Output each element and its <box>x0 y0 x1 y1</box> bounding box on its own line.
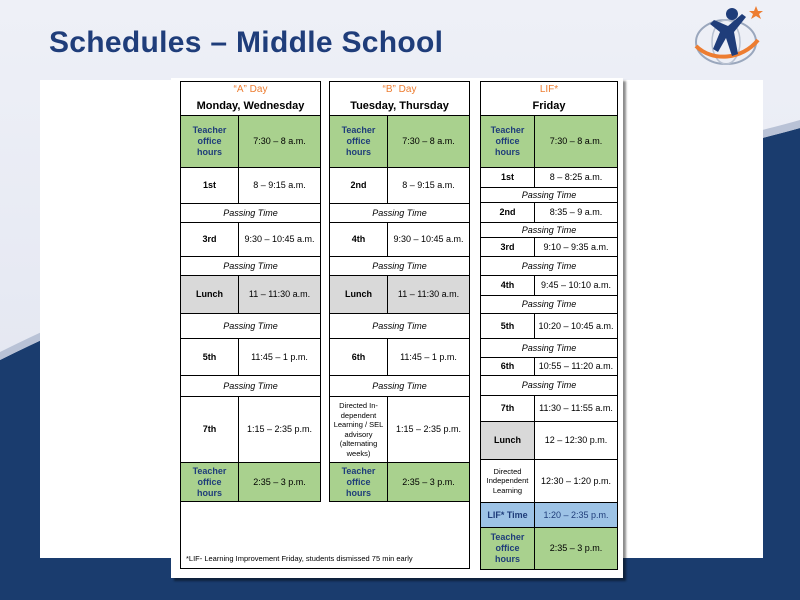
footnote-box <box>180 502 470 569</box>
lif-passing-time: Passing Time <box>481 257 617 276</box>
lif-passing-time: Passing Time <box>481 296 617 314</box>
a-office-hours-label: Teacher office hours <box>181 463 239 501</box>
lif-period-time: 9:10 – 9:35 a.m. <box>535 238 617 257</box>
a-passing-time: Passing Time <box>181 376 320 397</box>
lif-passing-time: Passing Time <box>481 223 617 238</box>
a-day-label: “A” Day <box>233 84 268 95</box>
a-passing-time: Passing Time <box>181 204 320 223</box>
lif-footnote: *LIF- Learning Improvement Friday, students dismissed 75 min early <box>186 554 413 563</box>
a-passing-time: Passing Time <box>181 314 320 339</box>
lif-period-time: 11:30 – 11:55 a.m. <box>535 396 617 422</box>
b-passing-time: Passing Time <box>330 257 469 276</box>
b-period-label: 2nd <box>330 168 388 204</box>
b-period-time: 9:30 – 10:45 a.m. <box>388 223 469 257</box>
a-period-time: 9:30 – 10:45 a.m. <box>239 223 320 257</box>
lif-time-time: 1:20 – 2:35 p.m. <box>535 503 617 528</box>
b-office-hours-label: Teacher office hours <box>330 116 388 168</box>
a-passing-time: Passing Time <box>181 257 320 276</box>
b-day-days: Tuesday, Thursday <box>330 97 469 116</box>
a-period-label: 5th <box>181 339 239 376</box>
lif-period-time: 8 – 8:25 a.m. <box>535 168 617 188</box>
schedule-sheet <box>171 78 623 578</box>
lif-period-label: 1st <box>481 168 535 188</box>
lif-period-label: 3rd <box>481 238 535 257</box>
b-lunch-label: Lunch <box>330 276 388 314</box>
b-passing-time: Passing Time <box>330 314 469 339</box>
a-period-time: 8 – 9:15 a.m. <box>239 168 320 204</box>
b-day-column <box>329 81 470 502</box>
lif-passing-time: Passing Time <box>481 376 617 396</box>
b-office-hours-time: 2:35 – 3 p.m. <box>388 463 469 501</box>
a-office-hours-time: 2:35 – 3 p.m. <box>239 463 320 501</box>
a-period-time: 11:45 – 1 p.m. <box>239 339 320 376</box>
lif-period-label: 2nd <box>481 203 535 223</box>
person-with-star-globe-icon <box>688 2 768 74</box>
lif-period-label: 5th <box>481 314 535 339</box>
lif-period-time: 10:20 – 10:45 a.m. <box>535 314 617 339</box>
lif-lunch-time: 12 – 12:30 p.m. <box>535 422 617 460</box>
b-period-time: 1:15 – 2:35 p.m. <box>388 397 469 463</box>
lif-office-hours-time: 7:30 – 8 a.m. <box>535 116 617 168</box>
lif-office-hours-time: 2:35 – 3 p.m. <box>535 528 617 569</box>
b-day-label: “B” Day <box>382 84 417 95</box>
lif-period-time: 9:45 – 10:10 a.m. <box>535 276 617 296</box>
a-lunch-time: 11 – 11:30 a.m. <box>239 276 320 314</box>
b-directed-learning-label: Directed In-dependent Learning / SEL advisory (alternating weeks) <box>330 397 388 463</box>
b-period-time: 11:45 – 1 p.m. <box>388 339 469 376</box>
lif-office-hours-label: Teacher office hours <box>481 528 535 569</box>
lif-directed-learning-label: Directed Independent Learning <box>481 460 535 503</box>
lif-days: Friday <box>481 97 617 116</box>
a-day-column <box>180 81 321 502</box>
lif-lunch-label: Lunch <box>481 422 535 460</box>
a-lunch-label: Lunch <box>181 276 239 314</box>
lif-period-time: 8:35 – 9 a.m. <box>535 203 617 223</box>
lif-time-label: LIF* Time <box>481 503 535 528</box>
a-office-hours-time: 7:30 – 8 a.m. <box>239 116 320 168</box>
lif-passing-time: Passing Time <box>481 188 617 203</box>
slide-title: Schedules – Middle School <box>49 26 444 59</box>
a-period-label: 1st <box>181 168 239 204</box>
lif-label: LIF* <box>539 84 559 95</box>
b-office-hours-label: Teacher office hours <box>330 463 388 501</box>
lif-period-label: 4th <box>481 276 535 296</box>
lif-period-label: 6th <box>481 358 535 376</box>
lif-office-hours-label: Teacher office hours <box>481 116 535 168</box>
lif-period-time: 10:55 – 11:20 a.m. <box>535 358 617 376</box>
b-lunch-time: 11 – 11:30 a.m. <box>388 276 469 314</box>
a-period-label: 3rd <box>181 223 239 257</box>
b-office-hours-time: 7:30 – 8 a.m. <box>388 116 469 168</box>
b-period-time: 8 – 9:15 a.m. <box>388 168 469 204</box>
lif-passing-time: Passing Time <box>481 339 617 358</box>
a-office-hours-label: Teacher office hours <box>181 116 239 168</box>
a-day-days: Monday, Wednesday <box>181 97 320 116</box>
a-period-label: 7th <box>181 397 239 463</box>
lif-directed-learning-time: 12:30 – 1:20 p.m. <box>535 460 617 503</box>
b-passing-time: Passing Time <box>330 204 469 223</box>
b-period-label: 6th <box>330 339 388 376</box>
b-passing-time: Passing Time <box>330 376 469 397</box>
b-period-label: 4th <box>330 223 388 257</box>
lif-period-label: 7th <box>481 396 535 422</box>
lif-column <box>480 81 618 570</box>
a-period-time: 1:15 – 2:35 p.m. <box>239 397 320 463</box>
